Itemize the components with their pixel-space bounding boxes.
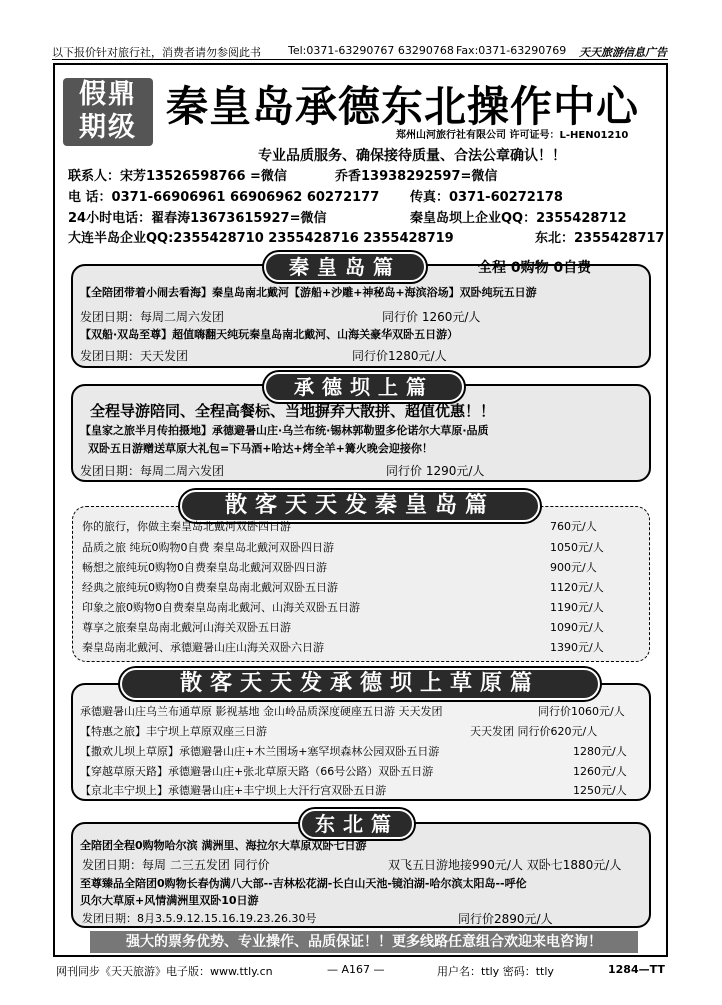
page-title: 秦皇岛承德东北操作中心 bbox=[166, 82, 640, 131]
db-route-1-date: 发团日期：每周 二三五发团 同行价 bbox=[82, 858, 270, 872]
list-item-price: 1190元/人 bbox=[550, 601, 604, 614]
list-item-price: 1250元/人 bbox=[573, 784, 627, 797]
cd-route-price: 同行价 1290元/人 bbox=[386, 464, 485, 478]
list-item: 承德避暑山庄乌兰布通草原 影视基地 金山岭品质深度硬座五日游 天天发团 bbox=[80, 705, 443, 718]
cd-highlight: 全程导游陪同、全程高餐标、当地摒弃大散拼、超值优惠！！ bbox=[90, 402, 496, 420]
list-item: 你的旅行，你做主秦皇岛北戴河双卧四日游 bbox=[82, 520, 291, 533]
qhd-route-1-price: 同行价 1260元/人 bbox=[382, 310, 481, 324]
sk-cd-title: 散客天天发承德坝上草原篇 bbox=[120, 668, 600, 700]
db-route-1-price: 双飞五日游地接990元/人 双卧七1880元/人 bbox=[388, 858, 622, 872]
list-item-price: 1120元/人 bbox=[550, 581, 604, 594]
qhd-tag: 全程 0购物 0自费 bbox=[478, 260, 592, 276]
company-license: 郑州山河旅行社有限公司 许可证号：L-HEN01210 bbox=[396, 130, 629, 141]
contact-person-2: 乔香13938292597=微信 bbox=[335, 169, 498, 184]
footer-login: 用户名：ttly 密码：ttly bbox=[437, 965, 554, 978]
list-item-price: 1090元/人 bbox=[550, 621, 604, 634]
northeast-qq: 东北：2355428717 bbox=[535, 231, 665, 246]
fax-text: Fax:0371-63290769 bbox=[456, 44, 567, 57]
notice-text: 以下报价针对旅行社，消费者请勿参阅此书 bbox=[52, 46, 261, 59]
list-item: 经典之旅纯玩0购物0自费秦皇岛南北戴河双卧五日游 bbox=[82, 581, 338, 594]
cd-route-date: 发团日期：每周二周六发团 bbox=[80, 464, 225, 478]
db-route-2-cont: 贝尔大草原+风情满洲里双卧10日游 bbox=[80, 894, 259, 907]
phone-numbers: 电 话：0371-66906961 66906962 60272177 bbox=[68, 190, 380, 205]
list-item: 印象之旅0购物0自费秦皇岛南北戴河、山海关双卧五日游 bbox=[82, 601, 360, 614]
dalian-qq: 大连半岛企业QQ:2355428710 2355428716 2355428719 bbox=[68, 231, 454, 246]
qhd-route-2-date: 发团日期：天天发团 bbox=[80, 349, 189, 363]
tel-text: Tel:0371-63290767 63290768 bbox=[288, 44, 454, 57]
cd-route-line-1: 【皇家之旅半月传拍摄地】承德避暑山庄·乌兰布统·锡林郭勒盟多伦诺尔大草原·品质 bbox=[80, 424, 489, 437]
qhd-qq: 秦皇岛坝上企业QQ：2355428712 bbox=[410, 211, 627, 226]
db-route-1: 全陪团全程0购物哈尔滨 满洲里、海拉尔大草原双卧七日游 bbox=[80, 839, 367, 852]
footer-page: — A167 — bbox=[327, 963, 385, 976]
list-item: 【撒欢儿坝上草原】承德避暑山庄+木兰围场+塞罕坝森林公园双卧五日游 bbox=[80, 745, 440, 758]
qhd-route-1: 【全陪团带着小闹去看海】秦皇岛南北戴河【游船+沙雕+神秘岛+海滨浴场】双卧纯玩五日游 bbox=[80, 286, 537, 299]
list-item: 【穿越草原天路】承德避暑山庄+张北草原天路（66号公路）双卧五日游 bbox=[80, 765, 434, 778]
list-item-price: 1260元/人 bbox=[573, 765, 627, 778]
list-item: 品质之旅 纯玩0购物0自费 秦皇岛北戴河双卧四日游 bbox=[82, 541, 334, 554]
list-item-price: 天天发团 同行价620元/人 bbox=[470, 725, 598, 738]
qhd-route-1-date: 发团日期：每周二周六发团 bbox=[80, 310, 225, 324]
qhd-section-title: 秦皇岛篇 bbox=[264, 252, 426, 282]
list-item: 【特惠之旅】丰宁坝上草原双座三日游 bbox=[80, 725, 267, 738]
list-item-price: 1050元/人 bbox=[550, 541, 604, 554]
contact-person: 联系人：宋芳13526598766 =微信 bbox=[68, 169, 287, 184]
divider bbox=[52, 59, 668, 60]
list-item-price: 1280元/人 bbox=[573, 745, 627, 758]
cd-section-title: 承德坝上篇 bbox=[264, 372, 464, 402]
db-route-2-price: 同行价2890元/人 bbox=[458, 912, 553, 926]
logo-line-2: 期级 bbox=[79, 112, 137, 143]
cd-route-line-2: 双卧五日游赠送草原大礼包=下马酒+哈达+烤全羊+篝火晚会迎接你！ bbox=[88, 442, 433, 455]
fax-number: 传真：0371-60272178 bbox=[410, 190, 563, 205]
footer-code: 1284—TT bbox=[608, 963, 665, 976]
bottom-banner: 强大的票务优势、专业操作、品质保证！！更多线路任意组合欢迎来电咨询！ bbox=[90, 931, 638, 953]
list-item-price: 同行价1060元/人 bbox=[538, 705, 625, 718]
qhd-route-2: 【双船·双岛至尊】超值嗨翻天纯玩秦皇岛南北戴河、山海关豪华双卧五日游） bbox=[80, 328, 459, 341]
list-item-price: 1390元/人 bbox=[550, 641, 604, 654]
list-item: 【京北丰宁坝上】承德避暑山庄+丰宁坝上大汗行宫双卧五日游 bbox=[80, 784, 387, 797]
list-item-price: 760元/人 bbox=[550, 520, 597, 533]
logo-line-1: 假鼎 bbox=[79, 79, 137, 110]
list-item: 秦皇岛南北戴河、承德避暑山庄山海关双卧六日游 bbox=[82, 641, 324, 654]
list-item-price: 900元/人 bbox=[550, 561, 597, 574]
list-item: 畅想之旅纯玩0购物0自费秦皇岛北戴河双卧四日游 bbox=[82, 561, 327, 574]
db-section-title: 东北篇 bbox=[300, 809, 414, 839]
sk-qhd-title: 散客天天发秦皇岛篇 bbox=[180, 490, 540, 522]
footer-website: 网刊同步《天天旅游》电子版：www.ttly.cn bbox=[56, 965, 273, 978]
publication-label: 天天旅游信息广告 bbox=[579, 46, 667, 59]
slogan: 专业品质服务、确保接待质量、合法公章确认！！ bbox=[258, 148, 566, 164]
db-route-2: 至尊臻品全陪团0购物长春伪满八大部--吉林松花湖-长白山天池-镜泊湖-哈尔滨太阳岛--呼伦 bbox=[80, 877, 527, 890]
list-item: 尊享之旅秦皇岛南北戴河山海关双卧五日游 bbox=[82, 621, 291, 634]
qhd-route-2-price: 同行价1280元/人 bbox=[352, 349, 447, 363]
hotline: 24小时电话：翟春涛13673615927=微信 bbox=[68, 211, 327, 226]
logo-badge bbox=[63, 78, 153, 146]
db-route-2-date: 发团日期：8月3.5.9.12.15.16.19.23.26.30号 bbox=[82, 912, 317, 925]
